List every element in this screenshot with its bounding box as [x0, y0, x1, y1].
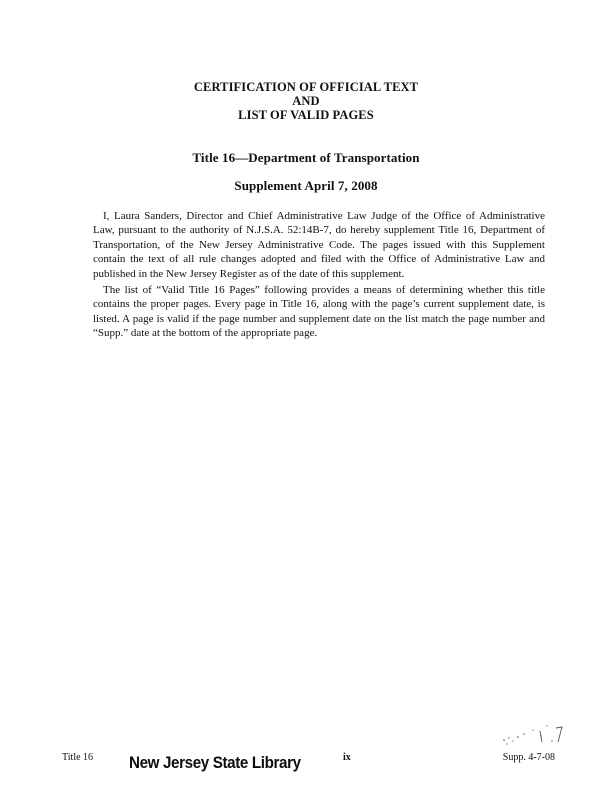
- certification-paragraph: I, Laura Sanders, Director and Chief Administrative Law Judge of the Office of Administrative Law, pursuant to the authority of N.J.S.A. 52:14B-7, do hereby supplement Title 16, Department of Transportation, of the New Jersey Administrative Code. The pages issued with this Supplement contain the text of all rule changes adopted and filed with the Office of Administrative Law and published in the New Jersey Register as of the date of this supplement.: [93, 210, 545, 280]
- scan-artifact-marks: [500, 722, 570, 748]
- library-stamp: New Jersey State Library: [129, 754, 301, 772]
- valid-pages-heading: LIST OF VALID PAGES: [238, 108, 374, 122]
- valid-pages-explanation-paragraph: The list of “Valid Title 16 Pages” following provides a means of determining whether this title contains the proper pages. Every page in Title 16, along with the page’s current supplement date, is listed. A page is valid if the page number and supplement date on the list match the page number and “Supp.” date at the bottom of the appropriate page.: [93, 284, 545, 340]
- certification-heading: CERTIFICATION OF OFFICIAL TEXT: [193, 80, 419, 94]
- footer-supplement-date: Supp. 4-7-08: [502, 752, 555, 763]
- footer-title: Title 16: [62, 752, 94, 763]
- supplement-date-heading: Supplement April 7, 2008: [234, 178, 378, 193]
- heading-conjunction: AND: [292, 94, 320, 108]
- title-subtitle: Title 16—Department of Transportation: [192, 150, 420, 165]
- page-number: ix: [343, 752, 351, 763]
